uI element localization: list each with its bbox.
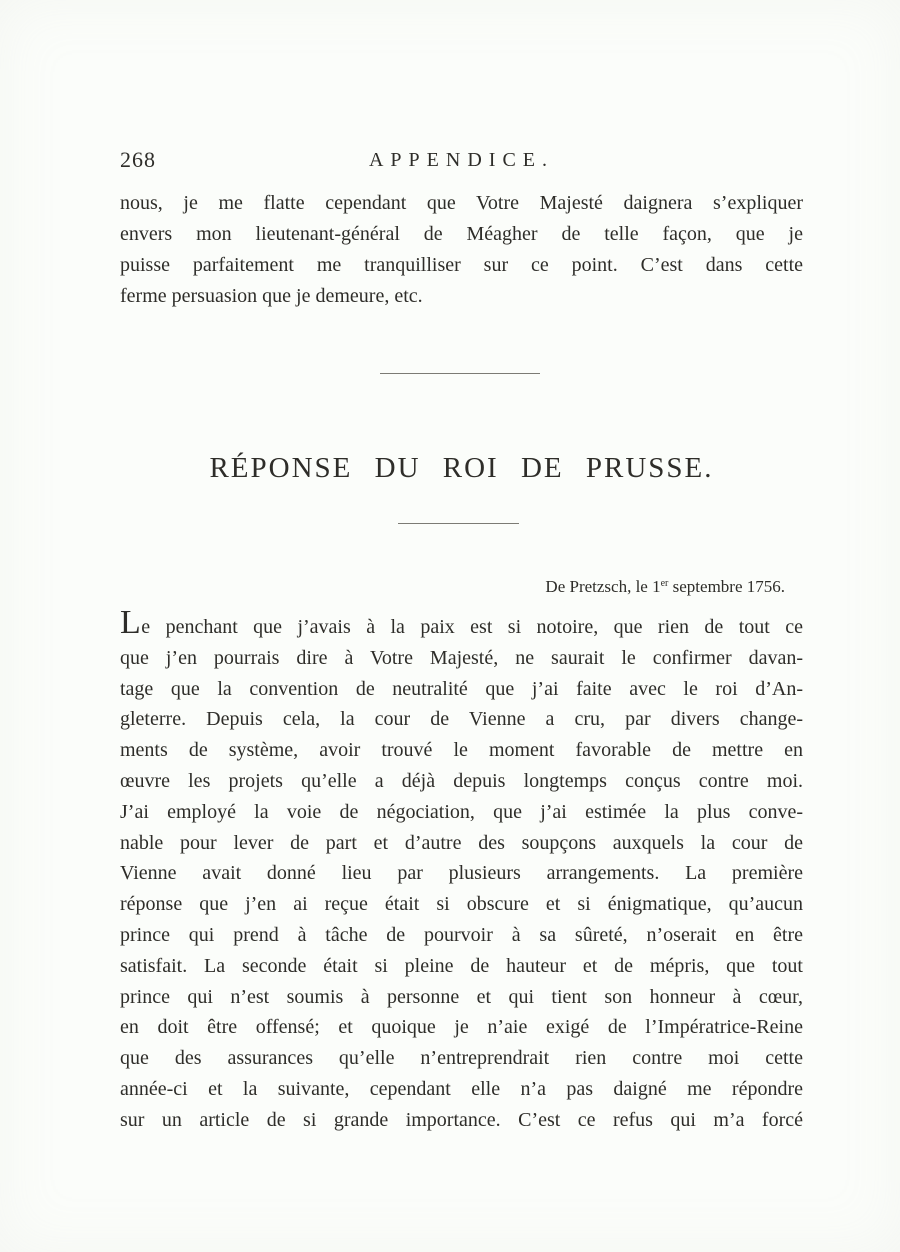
- text-line: prince qui n’est soumis à personne et qui tient son honneur à cœur,: [120, 985, 803, 1008]
- letter-body: [120, 604, 803, 1136]
- text-line: [120, 604, 803, 643]
- text-line: œuvre les projets qu’elle a déjà depuis longtemps conçus contre moi.: [120, 769, 803, 792]
- text-line: puisse parfaitement me tranquilliser sur ce point. C’est dans cette: [120, 254, 803, 276]
- text-line-rest: e penchant que j’avais à la paix est si notoire, que rien de tout ce: [141, 616, 803, 638]
- text-line: satisfait. La seconde était si pleine de hauteur et de mépris, que tout: [120, 954, 803, 977]
- separator-rule-top: [380, 373, 540, 374]
- text-line: tage que la convention de neutralité que j’ai faite avec le roi d’An-: [120, 677, 803, 700]
- text-line: année-ci et la suivante, cependant elle n’a pas daigné me répondre: [120, 1077, 803, 1100]
- text-line: ferme persuasion que je demeure, etc.: [120, 285, 423, 307]
- page-number: 268: [120, 147, 156, 172]
- text-line: que des assurances qu’elle n’entreprendrait rien contre moi cette: [120, 1047, 803, 1070]
- text-line: gleterre. Depuis cela, la cour de Vienne a cru, par divers change-: [120, 708, 803, 731]
- closing-paragraph: [120, 188, 803, 312]
- section-title: RÉPONSE DU ROI DE PRUSSE.: [209, 452, 714, 484]
- separator-rule-bottom: [398, 523, 519, 524]
- text-line: Vienne avait donné lieu par plusieurs arrangements. La première: [120, 862, 803, 885]
- text-line: J’ai employé la voie de négociation, que j’ai estimée la plus conve-: [120, 800, 803, 823]
- text-line: nous, je me flatte cependant que Votre Majesté daignera s’expliquer: [120, 192, 803, 214]
- initial-capital: L: [120, 604, 142, 641]
- dateline-ordinal: er: [660, 578, 669, 589]
- text-line: en doit être offensé; et quoique je n’aie exigé de l’Impératrice-Reine: [120, 1016, 803, 1039]
- running-header: APPENDICE.: [368, 149, 554, 171]
- text-line: envers mon lieutenant-général de Méagher de telle façon, que je: [120, 223, 803, 245]
- text-line: réponse que j’en ai reçue était si obscure et si énigmatique, qu’aucun: [120, 893, 803, 916]
- text-line: ments de système, avoir trouvé le moment favorable de mettre en: [120, 739, 803, 762]
- dateline: [120, 577, 785, 597]
- text-line: que j’en pourrais dire à Votre Majesté, ne saurait le confirmer davan-: [120, 646, 803, 669]
- text-line: nable pour lever de part et d’autre des soupçons auxquels la cour de: [120, 831, 803, 854]
- text-line: sur un article de si grande importance. C’est ce refus qui m’a forcé: [120, 1108, 803, 1131]
- dateline-text: septembre 1756.: [668, 577, 785, 596]
- text-line: prince qui prend à tâche de pourvoir à sa sûreté, n’oserait en être: [120, 923, 803, 946]
- dateline-text: De Pretzsch, le 1: [545, 577, 661, 596]
